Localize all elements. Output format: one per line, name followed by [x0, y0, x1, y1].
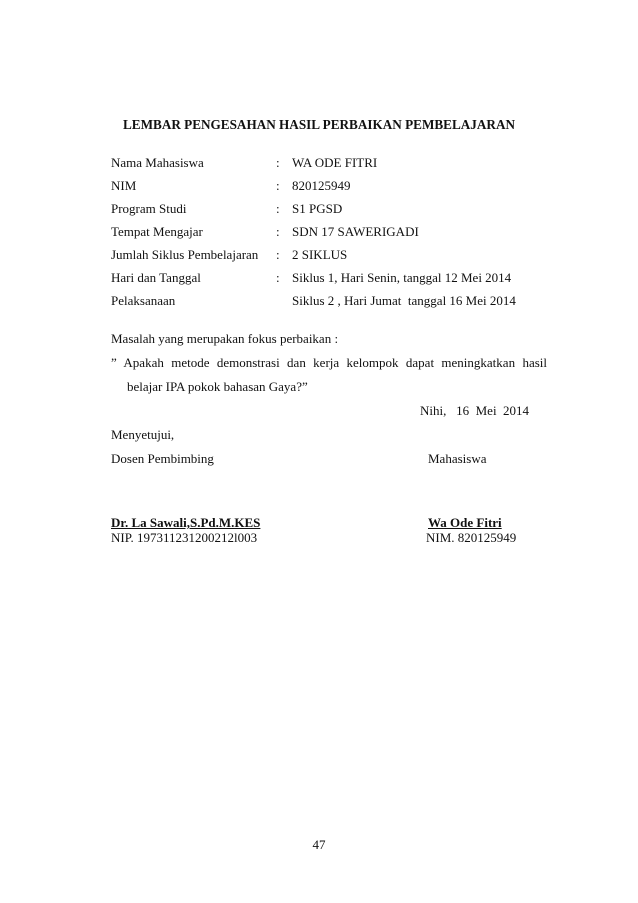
field-colon: : — [276, 178, 280, 193]
student-role: Mahasiswa — [428, 451, 487, 466]
field-value-program-studi: S1 PGSD — [292, 201, 343, 216]
field-colon: : — [276, 201, 280, 216]
field-value-nim: 820125949 — [292, 178, 351, 193]
field-value-nama: WA ODE FITRI — [292, 155, 378, 170]
field-colon: : — [276, 155, 280, 170]
field-label-hari-tanggal: Hari dan Tanggal — [111, 270, 201, 285]
focus-heading: Masalah yang merupakan fokus perbaikan : — [111, 331, 339, 346]
advisor-nip: NIP. 197311231200212l003 — [111, 530, 258, 545]
place-date: Nihi, 16 Mei 2014 — [420, 403, 530, 418]
focus-question-line-2: belajar IPA pokok bahasan Gaya?” — [127, 379, 308, 394]
field-label-nama: Nama Mahasiswa — [111, 155, 204, 170]
field-label-jumlah-siklus: Jumlah Siklus Pembelajaran — [111, 247, 259, 262]
field-value-siklus-1: Siklus 1, Hari Senin, tanggal 12 Mei 2014 — [292, 270, 512, 285]
field-colon: : — [276, 224, 280, 239]
field-value-tempat-mengajar: SDN 17 SAWERIGADI — [292, 224, 419, 239]
field-value-jumlah-siklus: 2 SIKLUS — [292, 247, 348, 262]
field-label-tempat-mengajar: Tempat Mengajar — [111, 224, 203, 239]
document-title: LEMBAR PENGESAHAN HASIL PERBAIKAN PEMBELAJARAN — [122, 117, 515, 132]
page-number: 47 — [312, 837, 326, 852]
field-label-pelaksanaan: Pelaksanaan — [111, 293, 176, 308]
field-label-program-studi: Program Studi — [111, 201, 187, 216]
student-nim: NIM. 820125949 — [426, 530, 517, 545]
field-value-siklus-2: Siklus 2 , Hari Jumat tanggal 16 Mei 2014 — [292, 293, 516, 308]
field-colon: : — [276, 270, 280, 285]
student-name: Wa Ode Fitri — [428, 515, 502, 530]
approval-label: Menyetujui, — [111, 427, 175, 442]
advisor-role: Dosen Pembimbing — [111, 451, 214, 466]
field-label-nim: NIM — [111, 178, 137, 193]
advisor-name: Dr. La Sawali,S.Pd.M.KES — [111, 515, 261, 530]
focus-question-line-1: ” Apakah metode demonstrasi dan kerja kelompok dapat meningkatkan hasil — [111, 355, 547, 370]
field-colon: : — [276, 247, 280, 262]
